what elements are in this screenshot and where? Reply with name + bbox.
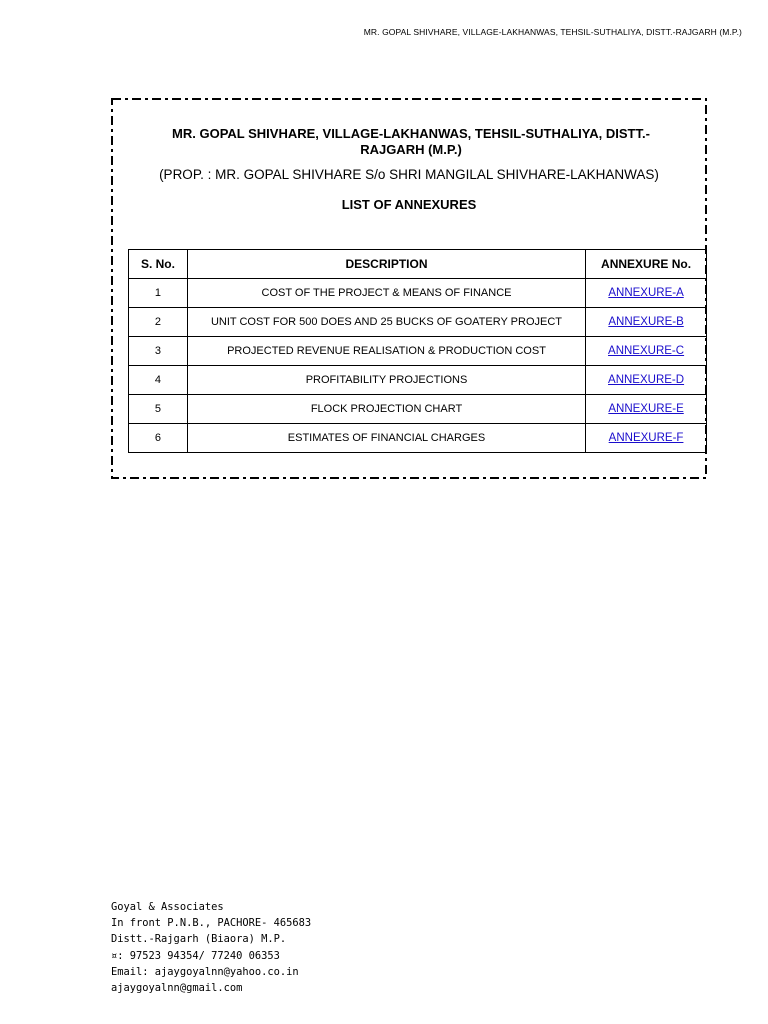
running-header: MR. GOPAL SHIVHARE, VILLAGE-LAKHANWAS, TEHSIL-SUTHALIYA, DISTT.-RAJGARH (M.P.) (363, 27, 742, 37)
page-title: MR. GOPAL SHIVHARE, VILLAGE-LAKHANWAS, TEHSIL-SUTHALIYA, DISTT.-RAJGARH (M.P.) (172, 126, 650, 157)
annexure-frame (111, 98, 707, 479)
table-header-row (129, 250, 707, 279)
annexure-f-link[interactable]: ANNEXURE-F (586, 424, 707, 453)
row-description: COST OF THE PROJECT & MEANS OF FINANCE (187, 279, 585, 308)
row-description: FLOCK PROJECTION CHART (187, 395, 585, 424)
annexure-e-link[interactable]: ANNEXURE-E (586, 395, 707, 424)
row-sno: 2 (129, 308, 188, 337)
header-sno: S. No. (129, 250, 188, 279)
table-row (129, 308, 707, 337)
annexure-c-link[interactable]: ANNEXURE-C (586, 337, 707, 366)
list-title: LIST OF ANNEXURES (341, 197, 477, 212)
footer-firm-name: Goyal & Associates (111, 901, 224, 913)
row-description: PROFITABILITY PROJECTIONS (187, 366, 585, 395)
row-description: PROJECTED REVENUE REALISATION & PRODUCTION COST (187, 337, 585, 366)
annexure-a-link[interactable]: ANNEXURE-A (586, 279, 707, 308)
row-description: UNIT COST FOR 500 DOES AND 25 BUCKS OF GOATERY PROJECT (187, 308, 585, 337)
footer-district-line: Distt.-Rajgarh (Biaora) M.P. (111, 933, 287, 946)
table-row (129, 395, 707, 424)
page-subtitle: (PROP. : MR. GOPAL SHIVHARE S/o SHRI MANGILAL SHIVHARE-LAKHANWAS) (159, 167, 659, 182)
footer-email-line: Email: ajaygoyalnn@yahoo.co.in (111, 965, 299, 978)
footer-email-alt: ajaygoyalnn@gmail.com (111, 982, 243, 995)
footer-phone-line: ¤: 97523 94354/ 77240 06353 (111, 949, 280, 962)
row-sno: 6 (129, 424, 188, 453)
table-row (129, 337, 707, 366)
table-row (129, 279, 707, 308)
row-sno: 3 (129, 337, 188, 366)
row-sno: 4 (129, 366, 188, 395)
row-sno: 1 (129, 279, 188, 308)
header-annexure-no: ANNEXURE No. (586, 250, 707, 279)
row-sno: 5 (129, 395, 188, 424)
annexure-table (128, 249, 707, 453)
footer-address-line: In front P.N.B., PACHORE- 465683 (111, 917, 312, 930)
annexure-d-link[interactable]: ANNEXURE-D (586, 366, 707, 395)
footer-address (111, 899, 311, 996)
row-description: ESTIMATES OF FINANCIAL CHARGES (187, 424, 585, 453)
table-row (129, 366, 707, 395)
header-description: DESCRIPTION (187, 250, 585, 279)
annexure-b-link[interactable]: ANNEXURE-B (586, 308, 707, 337)
table-row (129, 424, 707, 453)
